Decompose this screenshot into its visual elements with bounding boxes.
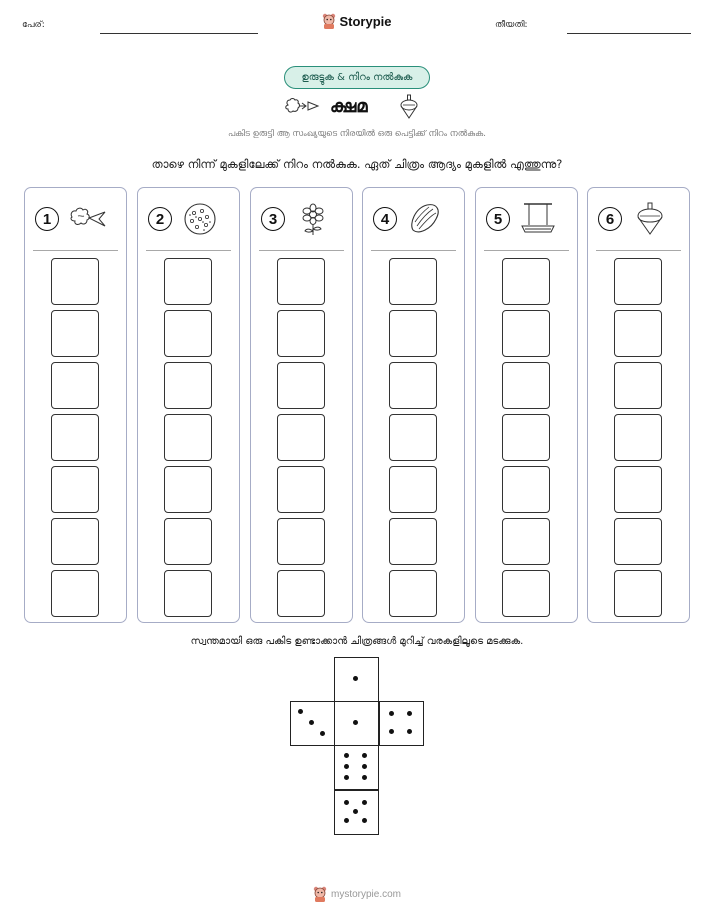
column-number: 6 (598, 207, 622, 231)
color-box[interactable] (164, 570, 212, 617)
color-box[interactable] (164, 414, 212, 461)
color-box[interactable] (502, 310, 550, 357)
die-face-bottom (334, 790, 379, 835)
color-box[interactable] (502, 570, 550, 617)
name-line[interactable] (100, 33, 258, 34)
column-6 (587, 187, 690, 623)
color-box[interactable] (164, 518, 212, 565)
color-box[interactable] (502, 258, 550, 305)
color-box[interactable] (502, 466, 550, 513)
die-pip (344, 764, 349, 769)
spinning-top-icon (398, 94, 420, 122)
color-box[interactable] (389, 362, 437, 409)
color-box[interactable] (51, 570, 99, 617)
color-box[interactable] (502, 518, 550, 565)
column-number: 4 (373, 207, 397, 231)
die-pip (362, 764, 367, 769)
column-divider (484, 250, 569, 251)
color-box[interactable] (389, 258, 437, 305)
die-pip (407, 711, 412, 716)
color-box[interactable] (277, 414, 325, 461)
die-pip (320, 731, 325, 736)
column-divider (146, 250, 231, 251)
spinning-top-icon (630, 202, 670, 236)
activity-tag-label: ഉരുട്ടുക & നിറം നൽകുക (301, 72, 413, 83)
column-divider (259, 250, 344, 251)
brand-logo (0, 13, 714, 29)
brand-name: Storypie (339, 13, 392, 29)
column-header (25, 202, 126, 236)
color-box[interactable] (51, 518, 99, 565)
date-label: തീയതി: (495, 20, 528, 30)
column-3 (250, 187, 353, 623)
bear-mascot-icon (313, 886, 327, 902)
die-face-lower (334, 745, 379, 790)
color-box[interactable] (277, 518, 325, 565)
die-pip (353, 809, 358, 814)
die-face-center (334, 701, 379, 746)
color-box[interactable] (277, 466, 325, 513)
color-box[interactable] (51, 310, 99, 357)
die-pip (344, 753, 349, 758)
color-box[interactable] (277, 310, 325, 357)
column-header (476, 202, 577, 236)
column-1 (24, 187, 127, 623)
activity-tag (284, 66, 430, 89)
column-number: 2 (148, 207, 172, 231)
color-box[interactable] (614, 258, 662, 305)
rules-text: പകിട ഉരുട്ടി ആ സംഖ്യയുടെ നിരയിൽ ഒരു പെട്ടിക്ക് നിറം നൽകുക. (228, 129, 486, 139)
color-box[interactable] (164, 258, 212, 305)
cookie-icon (180, 202, 220, 236)
column-4 (362, 187, 465, 623)
color-box[interactable] (51, 362, 99, 409)
die-pip (389, 711, 394, 716)
date-line[interactable] (567, 33, 691, 34)
footer-url[interactable]: mystorypie.com (330, 888, 401, 900)
die-pip (344, 800, 349, 805)
color-box[interactable] (277, 570, 325, 617)
die-pip (353, 720, 358, 725)
color-box[interactable] (164, 310, 212, 357)
color-box[interactable] (389, 310, 437, 357)
wind-gust-icon (67, 202, 107, 236)
color-box[interactable] (277, 258, 325, 305)
color-box[interactable] (502, 414, 550, 461)
color-box[interactable] (164, 466, 212, 513)
die-pip (344, 818, 349, 823)
bear-mascot-icon (322, 13, 336, 29)
die-face-left (290, 701, 335, 746)
die-face-top (334, 657, 379, 702)
die-pip (309, 720, 314, 725)
color-box[interactable] (614, 362, 662, 409)
name-label: പേര്: (22, 20, 45, 30)
column-number: 1 (35, 207, 59, 231)
color-box[interactable] (389, 518, 437, 565)
color-box[interactable] (614, 570, 662, 617)
die-pip (353, 676, 358, 681)
color-box[interactable] (614, 518, 662, 565)
die-pip (389, 729, 394, 734)
color-box[interactable] (614, 310, 662, 357)
column-header (138, 202, 239, 236)
die-pip (362, 753, 367, 758)
column-divider (596, 250, 681, 251)
column-2 (137, 187, 240, 623)
color-box[interactable] (51, 414, 99, 461)
color-box[interactable] (389, 466, 437, 513)
seed-icon (405, 202, 445, 236)
color-box[interactable] (389, 414, 437, 461)
flower-icon (293, 202, 333, 236)
die-pip (407, 729, 412, 734)
column-5 (475, 187, 578, 623)
color-box[interactable] (51, 466, 99, 513)
die-pip (362, 775, 367, 780)
column-number: 5 (486, 207, 510, 231)
die-instruction: സ്വന്തമായി ഒരു പകിട ഉണ്ടാക്കാൻ ചിത്രങ്ങൾ മുറിച്ച് വരകളിലൂടെ മടക്കുക. (190, 636, 524, 647)
die-pip (362, 800, 367, 805)
die-face-right (379, 701, 424, 746)
column-header (588, 202, 689, 236)
swing-icon (518, 202, 558, 236)
color-box[interactable] (614, 466, 662, 513)
die-pip (344, 775, 349, 780)
column-divider (371, 250, 456, 251)
color-box[interactable] (389, 570, 437, 617)
color-box[interactable] (614, 414, 662, 461)
instruction-text: താഴെ നിന്ന് മുകളിലേക്ക് നിറം നൽകുക. ഏത് ചിത്രം ആദ്യം മുകളിൽ എത്തുന്നു? (151, 157, 563, 171)
color-box[interactable] (164, 362, 212, 409)
color-box[interactable] (277, 362, 325, 409)
column-header (363, 202, 464, 236)
die-pip (362, 818, 367, 823)
wind-gust-icon (284, 96, 320, 118)
column-header (251, 202, 352, 236)
color-box[interactable] (51, 258, 99, 305)
footer (0, 886, 714, 902)
column-number: 3 (261, 207, 285, 231)
column-divider (33, 250, 118, 251)
color-box[interactable] (502, 362, 550, 409)
die-pip (298, 709, 303, 714)
title-row (0, 94, 714, 122)
page-title: ക്ഷമ (330, 96, 368, 117)
